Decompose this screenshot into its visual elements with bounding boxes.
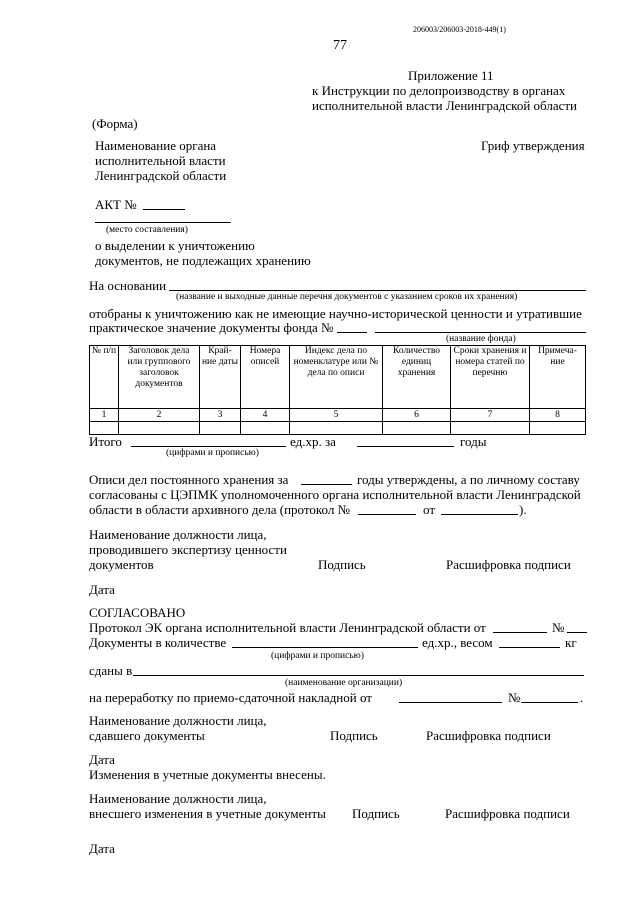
column-number: 7 — [451, 409, 530, 422]
processing-no: № — [508, 690, 521, 705]
agreed-protocol: Протокол ЭК органа исполнительной власти Ленинградской области от — [89, 620, 486, 635]
act-number-label: АКТ № — [95, 197, 137, 212]
act-subject-line1: о выделении к уничтожению — [95, 238, 255, 253]
expert-decoding: Расшифровка подписи — [446, 557, 571, 572]
changes-date: Дата — [89, 841, 115, 856]
column-number: 6 — [383, 409, 451, 422]
header-cell: Край- ние даты — [200, 346, 241, 409]
changes-decoding: Расшифровка подписи — [445, 806, 570, 821]
agreed-handed-to: сданы в — [89, 663, 133, 678]
column-number: 5 — [290, 409, 383, 422]
expert-date: Дата — [89, 582, 115, 597]
page-number: 77 — [333, 38, 347, 53]
column-number: 2 — [119, 409, 200, 422]
column-number: 4 — [241, 409, 290, 422]
years-line — [357, 446, 454, 447]
processing-text: на переработку по приемо-сдаточной накладной от — [89, 690, 372, 705]
basis-label: На основании — [89, 278, 167, 293]
inventories-line2: согласованы с ЦЭПМК уполномоченного органа исполнительной власти Ленинградской — [89, 487, 581, 502]
form-label: (Форма) — [92, 116, 138, 131]
units-label: ед.хр. за — [290, 434, 336, 449]
header-cell: № п/п — [90, 346, 119, 409]
act-table — [89, 345, 586, 435]
expert-position-line2: проводившего экспертизу ценности — [89, 542, 287, 557]
agreed-docs-count: Документы в количестве — [89, 635, 227, 650]
total-label: Итого — [89, 434, 122, 449]
expert-position-line3: документов — [89, 557, 154, 572]
handover-date: Дата — [89, 752, 115, 767]
inventories-line3a: области в области архивного дела (протокол № — [89, 502, 351, 517]
years-label: годы — [460, 434, 487, 449]
handover-decoding: Расшифровка подписи — [426, 728, 551, 743]
place-line — [95, 222, 231, 223]
inventories-line1b: годы утверждены, а по личному составу — [357, 472, 580, 487]
total-caption: (цифрами и прописью) — [166, 448, 259, 458]
invoice-no-line — [521, 702, 578, 703]
changes-made: Изменения в учетные документы внесены. — [89, 767, 326, 782]
changes-position-line1: Наименование должности лица, — [89, 791, 267, 806]
docs-count-line — [232, 647, 418, 648]
place-caption: (место составления) — [106, 225, 188, 235]
column-number: 8 — [530, 409, 586, 422]
changes-signature: Подпись — [352, 806, 400, 821]
basis-line — [169, 290, 586, 291]
agreed-no-line — [567, 632, 587, 633]
total-amount-line — [131, 446, 286, 447]
protocol-date-line — [441, 514, 518, 515]
selected-line2: практическое значение документы фонда № — [89, 320, 334, 335]
inventories-line3b: от — [423, 502, 436, 517]
agreed-no: № — [552, 620, 565, 635]
agreed-units-weight: ед.хр., весом — [422, 635, 493, 650]
agreed-kg: кг — [565, 635, 577, 650]
column-number: 3 — [200, 409, 241, 422]
header-cell: Количество единиц хранения — [383, 346, 451, 409]
fond-caption: (название фонда) — [446, 334, 516, 344]
expert-signature: Подпись — [318, 557, 366, 572]
inventories-line3c: ). — [519, 502, 527, 517]
org-name-line2: исполнительной власти — [95, 153, 226, 168]
expert-position-line1: Наименование должности лица, — [89, 527, 267, 542]
header-cell: Номера описей — [241, 346, 290, 409]
inventories-line1a: Описи дел постоянного хранения за — [89, 472, 289, 487]
table-row — [90, 422, 586, 435]
invoice-date-line — [399, 702, 502, 703]
handover-position-line2: сдавшего документы — [89, 728, 205, 743]
agreed-title: СОГЛАСОВАНО — [89, 605, 186, 620]
act-subject-line2: документов, не подлежащих хранению — [95, 253, 311, 268]
org-name-line3: Ленинградской области — [95, 168, 227, 183]
header-cell: Заголовок дела или группового заголовок документов — [119, 346, 200, 409]
organization-line — [133, 675, 584, 676]
document-code: 206003/206003-2018-449(1) — [413, 25, 506, 34]
appendix-line2: к Инструкции по делопроизводству в органах — [312, 83, 566, 98]
appendix-title: Приложение 11 — [408, 68, 494, 83]
basis-caption: (название и выходные данные перечня документов с указанием сроков их хранения) — [176, 292, 518, 302]
handover-position-line1: Наименование должности лица, — [89, 713, 267, 728]
processing-end: . — [580, 690, 584, 705]
handover-signature: Подпись — [330, 728, 378, 743]
header-cell: Примеча- ние — [530, 346, 586, 409]
act-number-line — [143, 209, 185, 210]
inventories-years-line — [301, 484, 352, 485]
column-number: 1 — [90, 409, 119, 422]
changes-position-line2: внесшего изменения в учетные документы — [89, 806, 326, 821]
org-caption: (наименование организации) — [285, 678, 403, 688]
header-cell: Сроки хранения и номера статей по перечню — [451, 346, 530, 409]
selected-line1: отобраны к уничтожению как не имеющие научно-исторической ценности и утратившие — [89, 306, 582, 321]
header-cell: Индекс дела по номенклатуре или № дела по описи — [290, 346, 383, 409]
agreed-protocol-date-line — [493, 632, 547, 633]
count-caption: (цифрами и прописью) — [271, 651, 364, 661]
fond-name-line — [375, 332, 586, 333]
weight-line — [499, 647, 560, 648]
approval-stamp: Гриф утверждения — [481, 138, 585, 153]
appendix-line3: исполнительной власти Ленинградской области — [312, 98, 578, 113]
org-name-line1: Наименование органа — [95, 138, 217, 153]
fond-number-line — [337, 332, 367, 333]
protocol-number-line — [358, 514, 416, 515]
